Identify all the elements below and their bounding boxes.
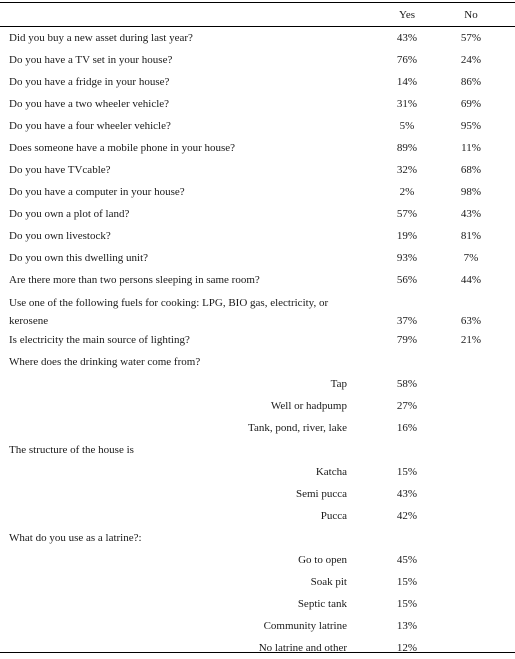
question-label: Is electricity the main source of lighting?	[9, 334, 190, 346]
yes-value: 14%	[396, 76, 418, 88]
no-value: 44%	[460, 274, 482, 286]
group-option-row	[0, 615, 515, 637]
yes-value: 76%	[396, 54, 418, 66]
group-heading-row	[0, 527, 515, 549]
option-label: No latrine and other	[258, 642, 347, 654]
table-row	[0, 71, 515, 93]
no-value: 57%	[460, 32, 482, 44]
table-header-row	[0, 4, 515, 26]
no-value: 24%	[460, 54, 482, 66]
header-yes: Yes	[398, 9, 415, 21]
option-value: 12%	[396, 642, 418, 654]
group-heading-row	[0, 351, 515, 373]
question-label: Do you own livestock?	[9, 230, 111, 242]
option-label: Well or hadpump	[270, 400, 347, 412]
no-value: 95%	[460, 120, 482, 132]
question-label: Are there more than two persons sleeping in same room?	[9, 274, 260, 286]
yes-value: 89%	[396, 142, 418, 154]
question-label: Use one of the following fuels for cooking: LPG, BIO gas, electricity, or kerosene	[9, 297, 329, 327]
no-value: 7%	[463, 252, 479, 264]
group-option-row	[0, 549, 515, 571]
group-title: What do you use as a latrine?:	[9, 532, 142, 544]
group-heading-row	[0, 439, 515, 461]
group-option-row	[0, 637, 515, 659]
no-value: 86%	[460, 76, 482, 88]
table-row	[0, 247, 515, 269]
no-value: 63%	[460, 315, 482, 327]
table-top-rule	[0, 2, 515, 3]
table-bottom-rule	[0, 652, 515, 653]
option-label: Septic tank	[297, 598, 347, 610]
option-label: Go to open	[298, 554, 347, 566]
option-value: 45%	[396, 554, 418, 566]
option-value: 27%	[396, 400, 418, 412]
group-option-row	[0, 461, 515, 483]
table-row	[0, 115, 515, 137]
header-no: No	[464, 9, 478, 21]
table-row	[0, 269, 515, 291]
group-option-row	[0, 571, 515, 593]
question-label: Do you own a plot of land?	[9, 208, 130, 220]
group-title: Where does the drinking water come from?	[9, 356, 201, 368]
table-row	[0, 93, 515, 115]
option-label: Katcha	[315, 466, 347, 478]
no-value: 69%	[460, 98, 482, 110]
table-row	[0, 137, 515, 159]
question-label: Do you own this dwelling unit?	[9, 252, 149, 264]
no-value: 43%	[460, 208, 482, 220]
option-label: Semi pucca	[295, 488, 347, 500]
question-label: Do you have a fridge in your house?	[9, 76, 170, 88]
no-value: 68%	[460, 164, 482, 176]
option-value: 58%	[396, 378, 418, 390]
table-row	[0, 225, 515, 247]
question-label: Do you have a computer in your house?	[9, 186, 185, 198]
no-value: 98%	[460, 186, 482, 198]
option-value: 13%	[396, 620, 418, 632]
yes-value: 37%	[396, 315, 418, 327]
no-value: 21%	[460, 334, 482, 346]
yes-value: 57%	[396, 208, 418, 220]
question-label: Did you buy a new asset during last year?	[9, 32, 193, 44]
table-row	[0, 159, 515, 181]
group-option-row	[0, 483, 515, 505]
table-row	[0, 291, 515, 329]
option-label: Soak pit	[310, 576, 347, 588]
option-value: 16%	[396, 422, 418, 434]
no-value: 11%	[461, 142, 481, 154]
question-label: Do you have a two wheeler vehicle?	[9, 98, 170, 110]
group-title: The structure of the house is	[9, 444, 134, 456]
question-label: Do you have a TV set in your house?	[9, 54, 173, 66]
yes-value: 19%	[396, 230, 418, 242]
group-option-row	[0, 593, 515, 615]
option-value: 42%	[396, 510, 418, 522]
no-value: 81%	[460, 230, 482, 242]
option-value: 15%	[396, 598, 418, 610]
yes-value: 79%	[396, 334, 418, 346]
yes-value: 43%	[396, 32, 418, 44]
option-value: 15%	[396, 466, 418, 478]
yes-value: 93%	[396, 252, 418, 264]
yes-value: 32%	[396, 164, 418, 176]
table-row	[0, 27, 515, 49]
question-label: Do you have TVcable?	[9, 164, 111, 176]
option-label: Community latrine	[263, 620, 347, 632]
option-value: 43%	[396, 488, 418, 500]
group-option-row	[0, 373, 515, 395]
yes-value: 5%	[399, 120, 415, 132]
table-row	[0, 203, 515, 225]
option-label: Tank, pond, river, lake	[248, 422, 347, 434]
group-option-row	[0, 417, 515, 439]
group-option-row	[0, 395, 515, 417]
option-label: Tap	[330, 378, 347, 390]
table-row	[0, 181, 515, 203]
table-row	[0, 49, 515, 71]
yes-value: 31%	[396, 98, 418, 110]
option-value: 15%	[396, 576, 418, 588]
table-row	[0, 329, 515, 351]
question-label: Does someone have a mobile phone in your house?	[9, 142, 236, 154]
yes-value: 56%	[396, 274, 418, 286]
option-label: Pucca	[320, 510, 347, 522]
group-option-row	[0, 505, 515, 527]
question-label: Do you have a four wheeler vehicle?	[9, 120, 171, 132]
yes-value: 2%	[399, 186, 415, 198]
